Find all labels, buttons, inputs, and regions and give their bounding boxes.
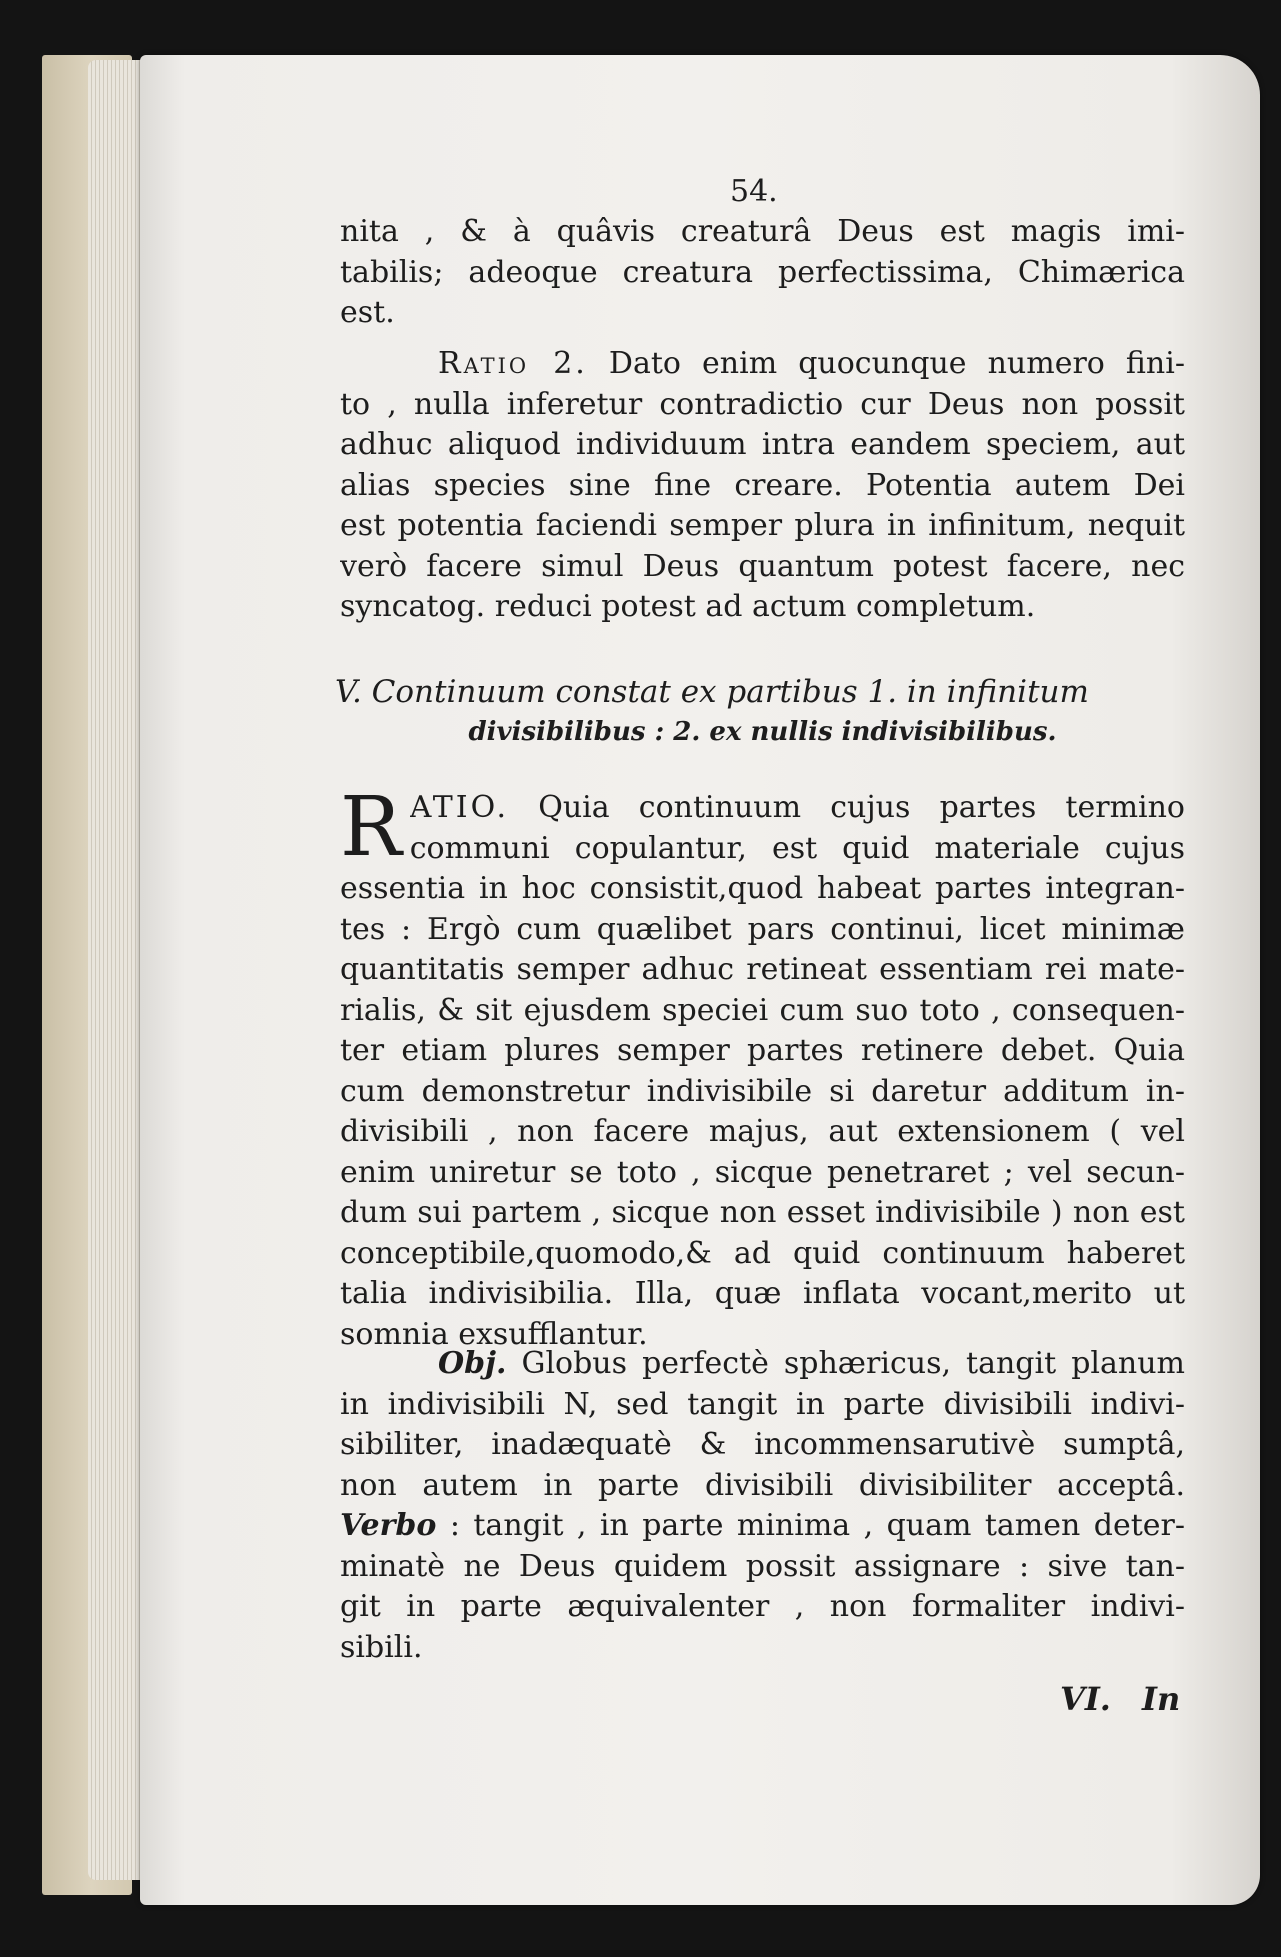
page-number: 54. [730, 174, 778, 209]
text-line: in indivisibili N, sed tangit in parte divisibili indivi- [340, 1386, 1185, 1422]
section-heading [335, 672, 1190, 752]
text-line: dum sui partem , sicque non esset indivisibile ) non est [340, 1195, 1185, 1230]
text-line: git in parte æquivalenter , non formaliter indivi- [340, 1589, 1185, 1624]
text-line [340, 344, 1185, 385]
text-line: verò facere simul Deus quantum potest facere, nec [340, 548, 1185, 584]
text-line: non autem in parte divisibili divisibiliter acceptâ. [340, 1467, 1185, 1503]
text-line: quantitatis semper adhuc retineat essentiam rei mate- [340, 952, 1185, 987]
text-line-part: Dato enim quocunque numero fini- [608, 346, 1185, 381]
text-line: est. [340, 295, 395, 330]
text-line: alias species sine fine creare. Potentia autem Dei [340, 467, 1185, 503]
text-line: cum demonstretur indivisibile si daretur additum in- [340, 1073, 1185, 1109]
text-line: enim uniretur se toto , sicque penetraret ; vel secun- [340, 1154, 1185, 1190]
text-line: rialis, & sit ejusdem speciei cum suo toto , consequen- [340, 992, 1185, 1028]
text-line: divisibili , non facere majus, aut extensionem ( vel [340, 1114, 1185, 1149]
ratio-paragraph [340, 780, 1185, 1355]
text-line: ter etiam plures semper partes retinere debet. Quia [340, 1033, 1185, 1068]
text-line: conceptibile,quomodo,& ad quid continuum haberet [340, 1235, 1185, 1271]
ratio2-label: Ratio 2. [438, 346, 588, 381]
text-line: sibiliter, inadæquatè & incommensarutivè sumptâ, [340, 1427, 1185, 1462]
text-line: est potentia faciendi semper plura in infinitum, nequit [340, 508, 1185, 543]
top-paragraph [340, 212, 1185, 334]
page-edges [88, 60, 148, 1880]
text-line: communi copulantur, est quid materiale cujus [409, 830, 1185, 866]
text-line: adhuc aliquod individuum intra eandem speciem, aut [340, 427, 1185, 462]
ratio-label: ATIO. [409, 790, 510, 825]
text-line-part: : tangit , in parte minima , quam tamen deter- [449, 1508, 1185, 1543]
objection-label: Obj. [438, 1346, 507, 1381]
heading-line-2: divisibilibus : 2. ex nullis indivisibilibus. [468, 717, 1057, 747]
text-line: to , nulla inferetur contradictio cur Deus non possit [340, 386, 1185, 422]
text-line: tes : Ergò cum quælibet pars continui, licet minimæ [340, 911, 1185, 947]
objection-paragraph [340, 1344, 1185, 1668]
text-line: syncatog. reduci potest ad actum completum. [340, 589, 1036, 624]
text-line: sibili. [340, 1629, 423, 1665]
text-line [410, 788, 1185, 829]
text-line [340, 1344, 1185, 1385]
heading-line-1: V. Continuum constat ex partibus 1. in infinitum [335, 674, 1089, 710]
text-line: tabilis; adeoque creatura perfectissima, Chimærica [340, 254, 1185, 290]
text-line: minatè ne Deus quidem possit assignare : sive tan- [340, 1548, 1185, 1584]
text-line: essentia in hoc consistit,quod habeat partes integran- [340, 871, 1185, 906]
text-line: talia indivisibilia. Illa, quæ inflata vocant,merito ut [340, 1276, 1185, 1311]
text-line [340, 1506, 1185, 1547]
ratio2-paragraph [340, 344, 1185, 628]
verbo-label: Verbo [340, 1508, 437, 1543]
catchword-numeral: VI. [1060, 1680, 1111, 1718]
text-line-part: Quia continuum cujus partes termino [538, 790, 1185, 825]
text-line-part: Globus perfectè sphæricus, tangit planum [521, 1346, 1185, 1381]
text-line: nita , & à quâvis creaturâ Deus est magis imi- [340, 214, 1185, 249]
drop-cap: R [340, 780, 402, 875]
catchword: In [1142, 1680, 1181, 1718]
text-line: somnia exsufflantur. [340, 1316, 648, 1352]
